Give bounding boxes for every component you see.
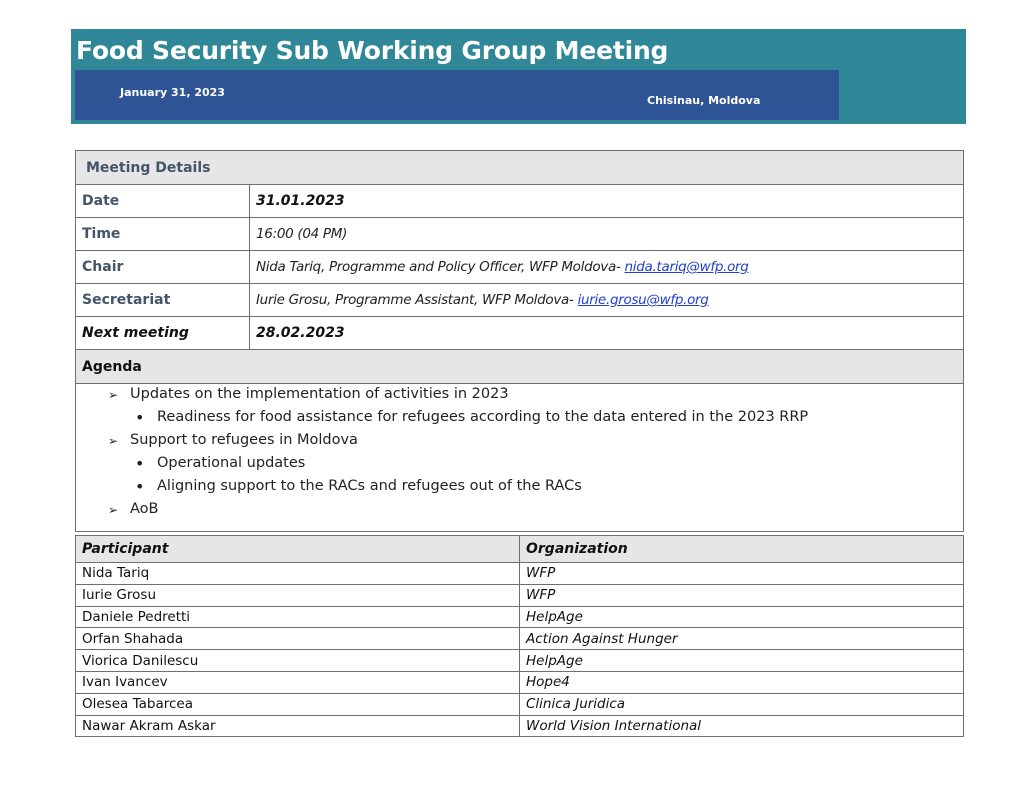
secretariat-text: Iurie Grosu, Programme Assistant, WFP Moldova-	[256, 292, 578, 308]
participant-organization: Action Against Hunger	[520, 628, 964, 650]
participants-header-row	[76, 536, 964, 563]
banner-subheader	[75, 70, 839, 120]
meeting-details-table	[75, 150, 964, 532]
agenda-item: ➢ AoB	[108, 501, 159, 517]
chair-value	[250, 251, 964, 284]
meeting-details-header: Meeting Details	[76, 151, 964, 185]
agenda-subitem: • Aligning support to the RACs and refugees out of the RACs	[135, 477, 582, 496]
details-row-date	[76, 185, 964, 218]
participant-organization: HelpAge	[520, 650, 964, 672]
secretariat-label: Secretariat	[76, 284, 250, 317]
agenda-header: Agenda	[76, 350, 964, 384]
table-row	[76, 715, 964, 737]
participant-organization: World Vision International	[520, 715, 964, 737]
details-row-time	[76, 218, 964, 251]
participants-table	[75, 535, 964, 737]
agenda-subitem: • Operational updates	[135, 454, 306, 473]
participant-name: Olesea Tabarcea	[76, 693, 520, 715]
meeting-date: January 31, 2023	[120, 86, 225, 99]
dot-bullet-icon: •	[135, 454, 145, 473]
table-row	[76, 606, 964, 628]
participant-name: Orfan Shahada	[76, 628, 520, 650]
dot-bullet-icon: •	[135, 408, 145, 427]
participant-name: Nida Tariq	[76, 563, 520, 585]
next-meeting-value: 28.02.2023	[250, 317, 964, 350]
participant-organization: Hope4	[520, 671, 964, 693]
details-row-secretariat	[76, 284, 964, 317]
dot-bullet-icon: •	[135, 477, 145, 496]
document-title: Food Security Sub Working Group Meeting	[76, 36, 669, 65]
participant-name: Nawar Akram Askar	[76, 715, 520, 737]
agenda-body	[76, 384, 964, 532]
organization-column-header: Organization	[520, 536, 964, 563]
chair-text: Nida Tariq, Programme and Policy Officer, WFP Moldova-	[256, 259, 625, 275]
arrow-bullet-icon: ➢	[108, 388, 119, 402]
participant-name: Iurie Grosu	[76, 584, 520, 606]
chair-label: Chair	[76, 251, 250, 284]
agenda-subitem: • Readiness for food assistance for refugees according to the data entered in the 2023 RRP	[135, 408, 809, 427]
table-row	[76, 628, 964, 650]
date-value: 31.01.2023	[250, 185, 964, 218]
table-row	[76, 693, 964, 715]
title-banner	[71, 29, 966, 124]
participant-name: Daniele Pedretti	[76, 606, 520, 628]
agenda-item: ➢ Support to refugees in Moldova	[108, 432, 358, 448]
table-row	[76, 584, 964, 606]
time-value: 16:00 (04 PM)	[250, 218, 964, 251]
next-meeting-label: Next meeting	[76, 317, 250, 350]
participant-name: Viorica Danilescu	[76, 650, 520, 672]
secretariat-value	[250, 284, 964, 317]
participant-organization: WFP	[520, 563, 964, 585]
table-row	[76, 671, 964, 693]
participant-column-header: Participant	[76, 536, 520, 563]
date-label: Date	[76, 185, 250, 218]
arrow-bullet-icon: ➢	[108, 434, 119, 448]
details-row-chair	[76, 251, 964, 284]
table-row	[76, 563, 964, 585]
agenda-list	[76, 384, 963, 531]
time-label: Time	[76, 218, 250, 251]
participant-organization: Clinica Juridica	[520, 693, 964, 715]
details-row-next-meeting	[76, 317, 964, 350]
meeting-location: Chisinau, Moldova	[647, 94, 761, 107]
agenda-item: ➢ Updates on the implementation of activities in 2023	[108, 386, 509, 402]
participant-organization: HelpAge	[520, 606, 964, 628]
participant-name: Ivan Ivancev	[76, 671, 520, 693]
participant-organization: WFP	[520, 584, 964, 606]
arrow-bullet-icon: ➢	[108, 503, 119, 517]
secretariat-email-link[interactable]: iurie.grosu@wfp.org	[577, 292, 709, 308]
table-row	[76, 650, 964, 672]
chair-email-link[interactable]: nida.tariq@wfp.org	[624, 259, 749, 275]
